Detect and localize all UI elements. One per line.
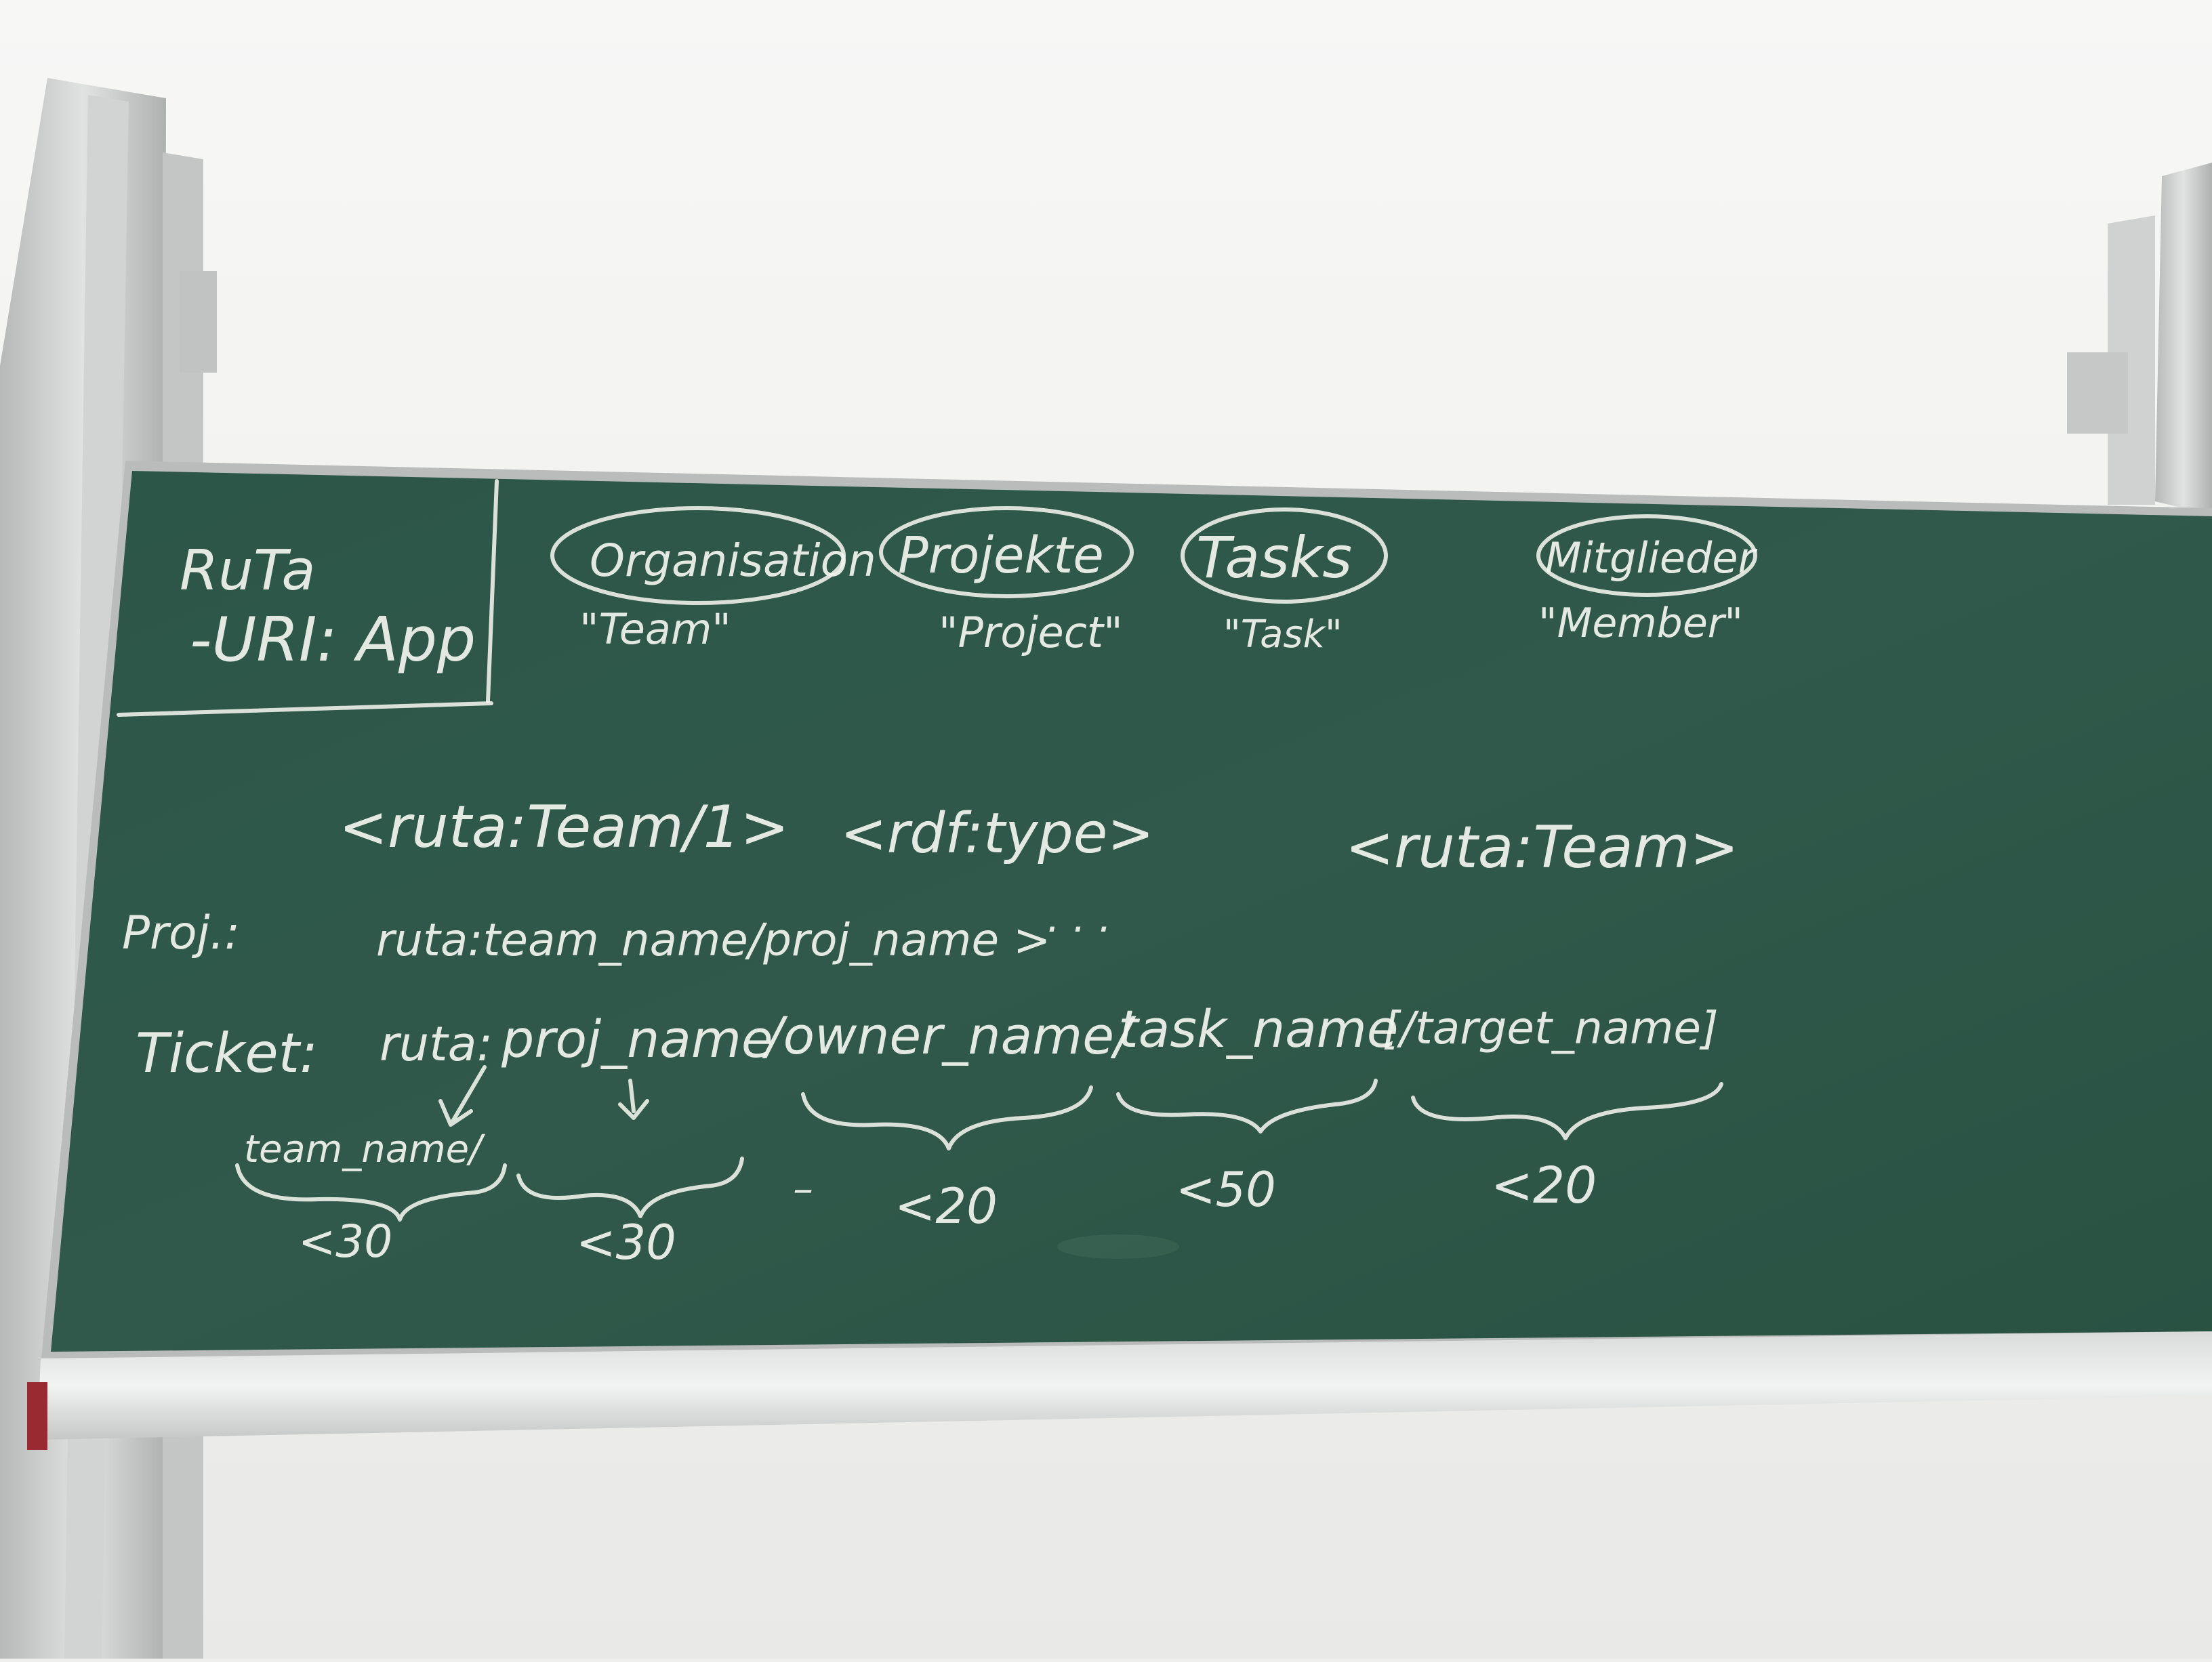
ticket-owner-name: /owner_name/ [766,1005,1132,1066]
entity-name-tasks: Tasks [1196,524,1353,591]
proj-ellipsis: . . . [1047,894,1112,942]
triple-object: <ruta:Team> [1345,814,1739,881]
entity-alias-task: "Task" [1223,612,1343,657]
entity-alias-member: "Member" [1538,600,1743,647]
title-line-1: RuTa [180,539,316,603]
triple-subject: <ruta:Team/1> [339,793,790,861]
limit-task-name: <50 [1176,1162,1276,1218]
proj-value: ruta:team_name/proj_name > [376,914,1051,966]
ticket-prefix: ruta: [380,1016,493,1072]
entity-alias-project: "Project" [939,608,1123,657]
entity-alias-team: "Team" [579,604,731,654]
annotation-team-name: team_name/ [244,1127,482,1171]
limit-owner-name: <20 [895,1178,998,1234]
annotation-dash: – [793,1165,813,1213]
title-line-2: -URI: App [190,604,476,676]
ticket-task-name: task_name [1118,999,1399,1059]
limit-proj-name: <30 [576,1215,676,1270]
ticket-label: Ticket: [136,1022,318,1085]
ticket-target-name: [/target_name] [1382,1002,1719,1054]
limit-target-name: <20 [1491,1157,1597,1215]
ticket-proj-name: proj_name [501,1009,773,1069]
entity-name-mitglieder: Mitglieder [1545,533,1755,583]
proj-label: Proj.: [122,907,240,960]
chalk-smudge [1057,1234,1179,1259]
rail-bracket [180,271,217,373]
tray-end-cap [27,1382,47,1450]
rail-bracket [2067,352,2128,434]
triple-predicate: <rdf:type> [840,802,1154,866]
limit-team-name: <30 [298,1216,393,1268]
entity-name-organisation: Organisation [590,535,876,587]
entity-name-projekte: Projekte [898,526,1104,585]
